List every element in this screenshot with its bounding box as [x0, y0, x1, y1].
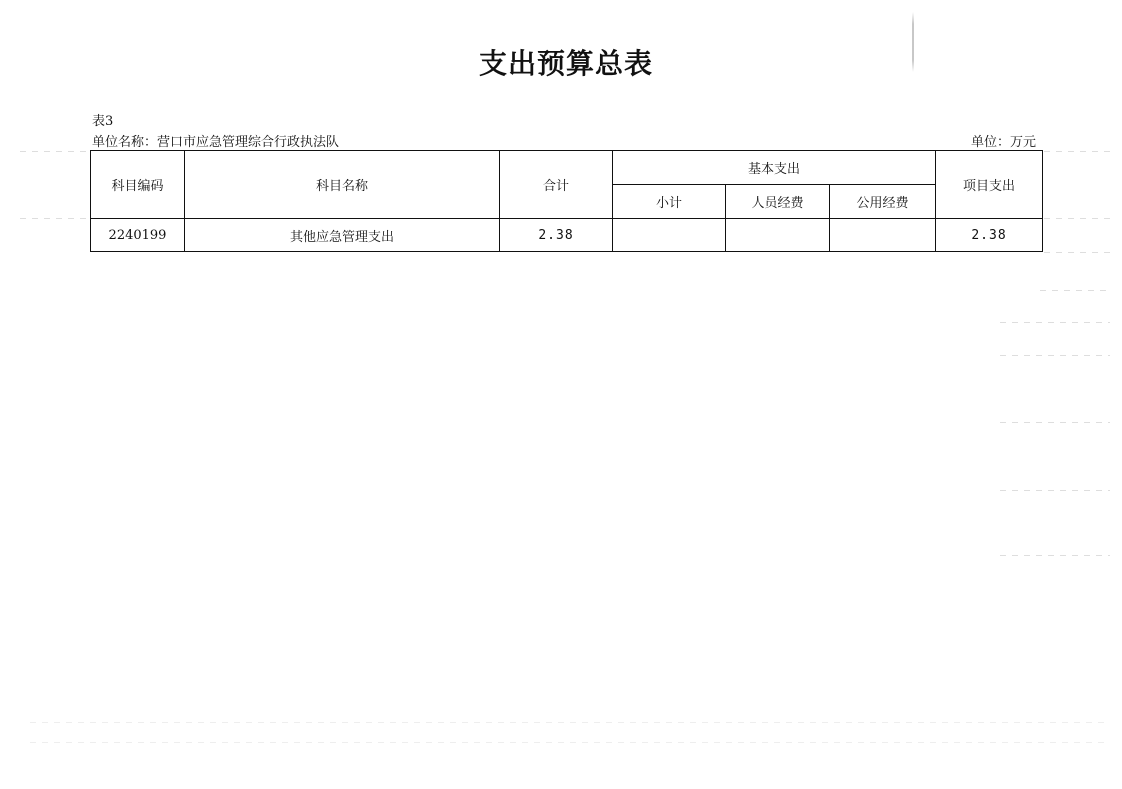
header-name: 科目名称 [185, 151, 500, 219]
scan-artifact-line [1040, 290, 1110, 291]
scan-artifact-line [1044, 218, 1110, 219]
scan-artifact-line [30, 742, 1110, 743]
cell-personnel [726, 219, 830, 252]
page-title: 支出预算总表 [478, 47, 653, 80]
header-total: 合计 [500, 151, 613, 219]
table-row [91, 219, 1043, 252]
unit-name: 单位名称：营口市应急管理综合行政执法队 [92, 135, 340, 150]
scan-artifact-line [1000, 422, 1110, 423]
cell-code: 2240199 [91, 219, 185, 252]
header-basic-group: 基本支出 [613, 151, 936, 185]
header-code: 科目编码 [91, 151, 185, 219]
header-personnel: 人员经费 [726, 185, 830, 219]
scan-artifact-line [1000, 355, 1110, 356]
table-number: 表3 [92, 114, 114, 129]
cell-public [830, 219, 936, 252]
header-project: 项目支出 [936, 151, 1043, 219]
scan-artifact-line [1000, 490, 1110, 491]
scan-artifact-line [30, 722, 1110, 723]
scan-artifact-line [1044, 252, 1110, 253]
header-subtotal: 小计 [613, 185, 726, 219]
scan-artifact-line [1000, 555, 1110, 556]
cell-total: 2.38 [500, 219, 613, 252]
scan-artifact-line [1044, 151, 1110, 152]
scan-artifact-line [20, 151, 90, 152]
cell-project: 2.38 [936, 219, 1043, 252]
unit-measure: 单位：万元 [970, 135, 1036, 150]
cell-subtotal [613, 219, 726, 252]
cell-name: 其他应急管理支出 [185, 219, 500, 252]
scan-artifact-line [1000, 322, 1110, 323]
budget-table [90, 150, 1043, 252]
table-header-row [91, 151, 1043, 185]
header-public: 公用经费 [830, 185, 936, 219]
scan-artifact-line [20, 218, 90, 219]
